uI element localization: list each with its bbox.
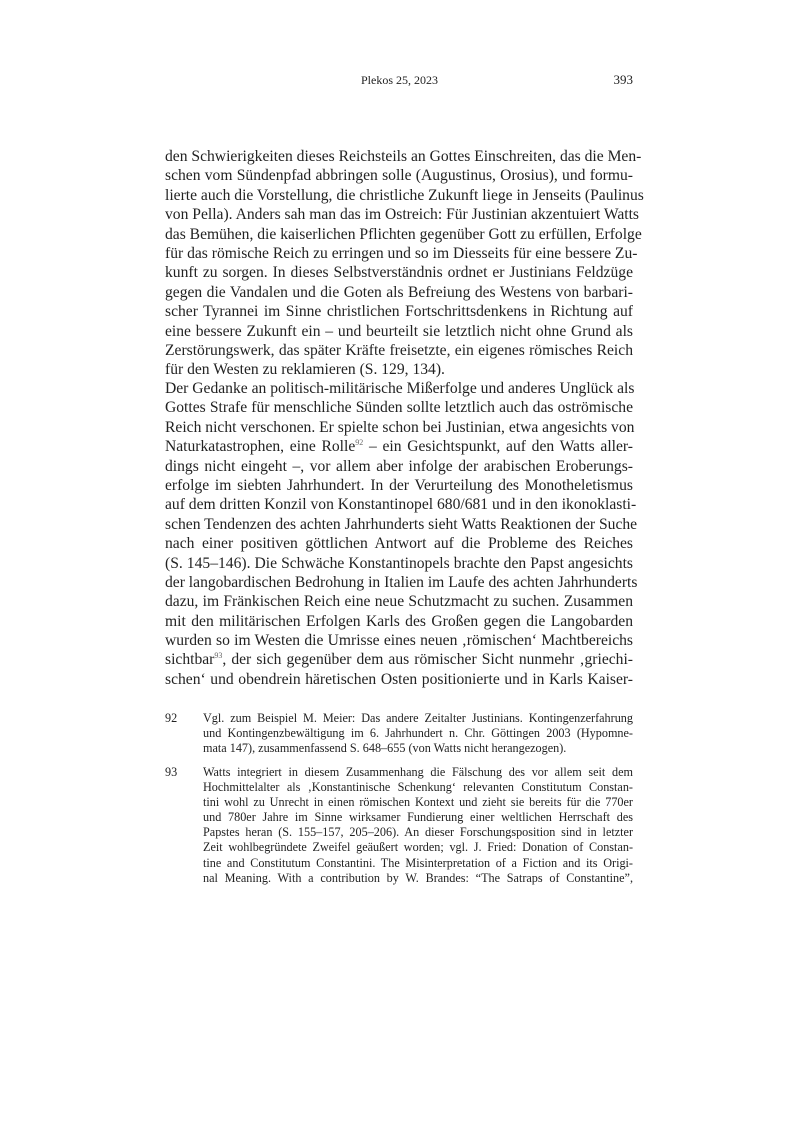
footnote-number: 93 xyxy=(165,765,178,779)
text-line xyxy=(165,515,638,534)
line-text: den Schwierigkeiten dieses Reichsteils an Gottes Einschreiten, das die Men- xyxy=(165,148,642,165)
text-line xyxy=(203,741,633,756)
text-line xyxy=(165,283,633,302)
line-text: eine bessere Zukunft ein – und beurteilt sie letztlich nicht ohne Grund als xyxy=(165,322,633,340)
line-text: sichtbar xyxy=(165,651,215,669)
line-text: Vgl. zum Beispiel M. Meier: Das andere Zeitalter Justinians. Kontingenzerfahrung xyxy=(203,711,633,725)
text-line xyxy=(165,166,633,185)
line-text: dazu, im Fränkischen Reich eine neue Schutzmacht zu suchen. Zusammen xyxy=(165,593,633,611)
text-line xyxy=(165,592,633,611)
text-line xyxy=(165,225,642,244)
line-text: nach einer positiven göttlichen Antwort auf die Probleme des Reiches xyxy=(165,535,633,553)
line-text: tine and Constitutum Constantini. The Misinterpretation of a Fiction and its Origi- xyxy=(203,855,633,870)
text-line xyxy=(203,840,633,855)
line-text: mit den militärischen Erfolgen Karls des Großen gegen die Langobarden xyxy=(165,612,633,630)
text-line xyxy=(203,856,633,871)
line-text: Zerstörungswerk, das später Kräfte freisetzte, ein eigenes römisches Reich xyxy=(165,341,633,359)
text-line xyxy=(203,810,633,825)
line-text: dings nicht eingeht –, vor allem aber infolge der arabischen Eroberungs- xyxy=(165,457,633,475)
line-text: lierte auch die Vorstellung, die christliche Zukunft liege in Jenseits (Paulinus xyxy=(165,186,644,204)
text-line xyxy=(165,398,633,417)
text-line xyxy=(165,457,633,476)
text-line xyxy=(165,244,638,263)
footnote-reference[interactable]: 92 xyxy=(355,437,364,447)
footnote-93 xyxy=(165,765,633,886)
line-text: und Kontingenzbewältigung im 6. Jahrhundert n. Chr. Göttingen 2003 (Hypomne- xyxy=(203,726,633,741)
line-text: Der Gedanke an politisch-militärische Mißerfolge und anderes Unglück als xyxy=(165,380,635,397)
text-line xyxy=(165,612,633,631)
text-line xyxy=(165,263,633,282)
line-text: schen‘ und obendrein häretischen Osten positionierte und in Karls Kaiser- xyxy=(165,670,633,688)
line-text: erfolge im siebten Jahrhundert. In der Verurteilung des Monotheletismus xyxy=(165,476,633,494)
text-line xyxy=(165,147,642,166)
line-text: tini wohl zu Unrecht in einen römischen Kontext und zieht sie bereits für die 770er xyxy=(203,795,633,810)
text-line xyxy=(165,631,633,650)
footnote-92 xyxy=(165,711,633,756)
page-number: 393 xyxy=(613,72,633,87)
text-line xyxy=(203,795,633,810)
line-text: kunft zu sorgen. In dieses Selbstverständnis ordnet er Justinians Feldzüge xyxy=(165,264,633,282)
text-line xyxy=(165,650,633,669)
line-text: und 780er Jahre im Sinne wirksamer Fundierung einer weltlichen Herrschaft des xyxy=(203,810,633,825)
line-text: von Pella). Anders sah man das im Ostreich: Für Justinian akzentuiert Watts xyxy=(165,206,639,224)
line-text: für den Westen zu reklamieren (S. 129, 134). xyxy=(165,361,445,379)
line-text: Gottes Strafe für menschliche Sünden sollte letztlich auch das oströmische xyxy=(165,399,633,417)
text-line xyxy=(165,534,633,553)
text-line xyxy=(165,322,633,341)
line-text: schen vom Sündenpfad abbringen solle (Augustinus, Orosius), und formu- xyxy=(165,167,633,185)
text-line xyxy=(165,573,638,592)
text-line xyxy=(165,360,633,379)
running-head: Plekos 25, 2023 xyxy=(360,73,438,87)
text-line xyxy=(165,495,637,514)
line-text: scher Tyrannei im Sinne christlichen Fortschrittsdenkens in Richtung auf xyxy=(165,303,633,321)
line-text: wurden so im Westen die Umrisse eines neuen ‚römischen‘ Machtbereichs xyxy=(165,632,633,650)
text-line xyxy=(165,476,633,495)
text-line xyxy=(165,418,633,437)
text-line xyxy=(165,205,639,224)
line-text: Watts integriert in diesem Zusammenhang die Fälschung des vor allem seit dem xyxy=(203,765,633,779)
text-line xyxy=(165,379,633,398)
line-text: , der sich gegenüber dem aus römischer Sicht nunmehr ‚griechi- xyxy=(222,651,633,669)
line-text: – ein Gesichtspunkt, auf den Watts aller- xyxy=(363,438,633,456)
text-line xyxy=(203,726,633,741)
line-text: mata 147), zusammenfassend S. 648–655 (von Watts nicht herangezogen). xyxy=(203,741,567,756)
text-line xyxy=(165,186,644,205)
line-text: Zeit wohlbegründete Zweifel geäußert worden; vgl. J. Fried: Donation of Constan- xyxy=(203,840,633,855)
line-text: auf dem dritten Konzil von Konstantinopel 680/681 und in den ikonoklasti- xyxy=(165,496,637,514)
line-text: Hochmittelalter als ‚Konstantinische Schenkung‘ relevanten Constitutum Constan- xyxy=(203,780,633,795)
text-line xyxy=(203,765,633,780)
text-line xyxy=(165,341,633,360)
line-text: Reich nicht verschonen. Er spielte schon bei Justinian, etwa angesichts von xyxy=(165,418,635,436)
text-line xyxy=(203,825,633,840)
line-text: nal Meaning. With a contribution by W. Brandes: “The Satraps of Constantine”, xyxy=(203,870,633,885)
line-text: schen Tendenzen des achten Jahrhunderts sieht Watts Reaktionen der Suche xyxy=(165,515,638,533)
paragraph-2 xyxy=(165,379,638,689)
line-text: das Bemühen, die kaiserlichen Pflichten gegenüber Gott zu erfüllen, Erfolge xyxy=(165,225,642,243)
line-text: der langobardischen Bedrohung in Italien im Laufe des achten Jahrhunderts xyxy=(165,573,638,591)
line-text: für das römische Reich zu erringen und so im Diesseits für eine bessere Zu- xyxy=(165,244,638,262)
footnote-reference[interactable]: 93 xyxy=(214,651,223,661)
text-line xyxy=(165,302,633,321)
text-line xyxy=(203,871,633,886)
text-line xyxy=(165,554,633,573)
text-line xyxy=(203,711,633,726)
footnote-number: 92 xyxy=(165,711,178,725)
line-text: Papstes heran (S. 155–157, 205–206). An dieser Forschungsposition sind in letzter xyxy=(203,825,633,840)
text-line xyxy=(165,670,633,689)
line-text: (S. 145–146). Die Schwäche Konstantinopels brachte den Papst angesichts xyxy=(165,554,633,572)
text-line xyxy=(203,780,633,795)
text-line xyxy=(165,437,633,456)
line-text: Naturkatastrophen, eine Rolle xyxy=(165,438,356,456)
line-text: gegen die Vandalen und die Goten als Befreiung des Westens von barbari- xyxy=(165,283,633,301)
paragraph-1 xyxy=(165,147,644,380)
